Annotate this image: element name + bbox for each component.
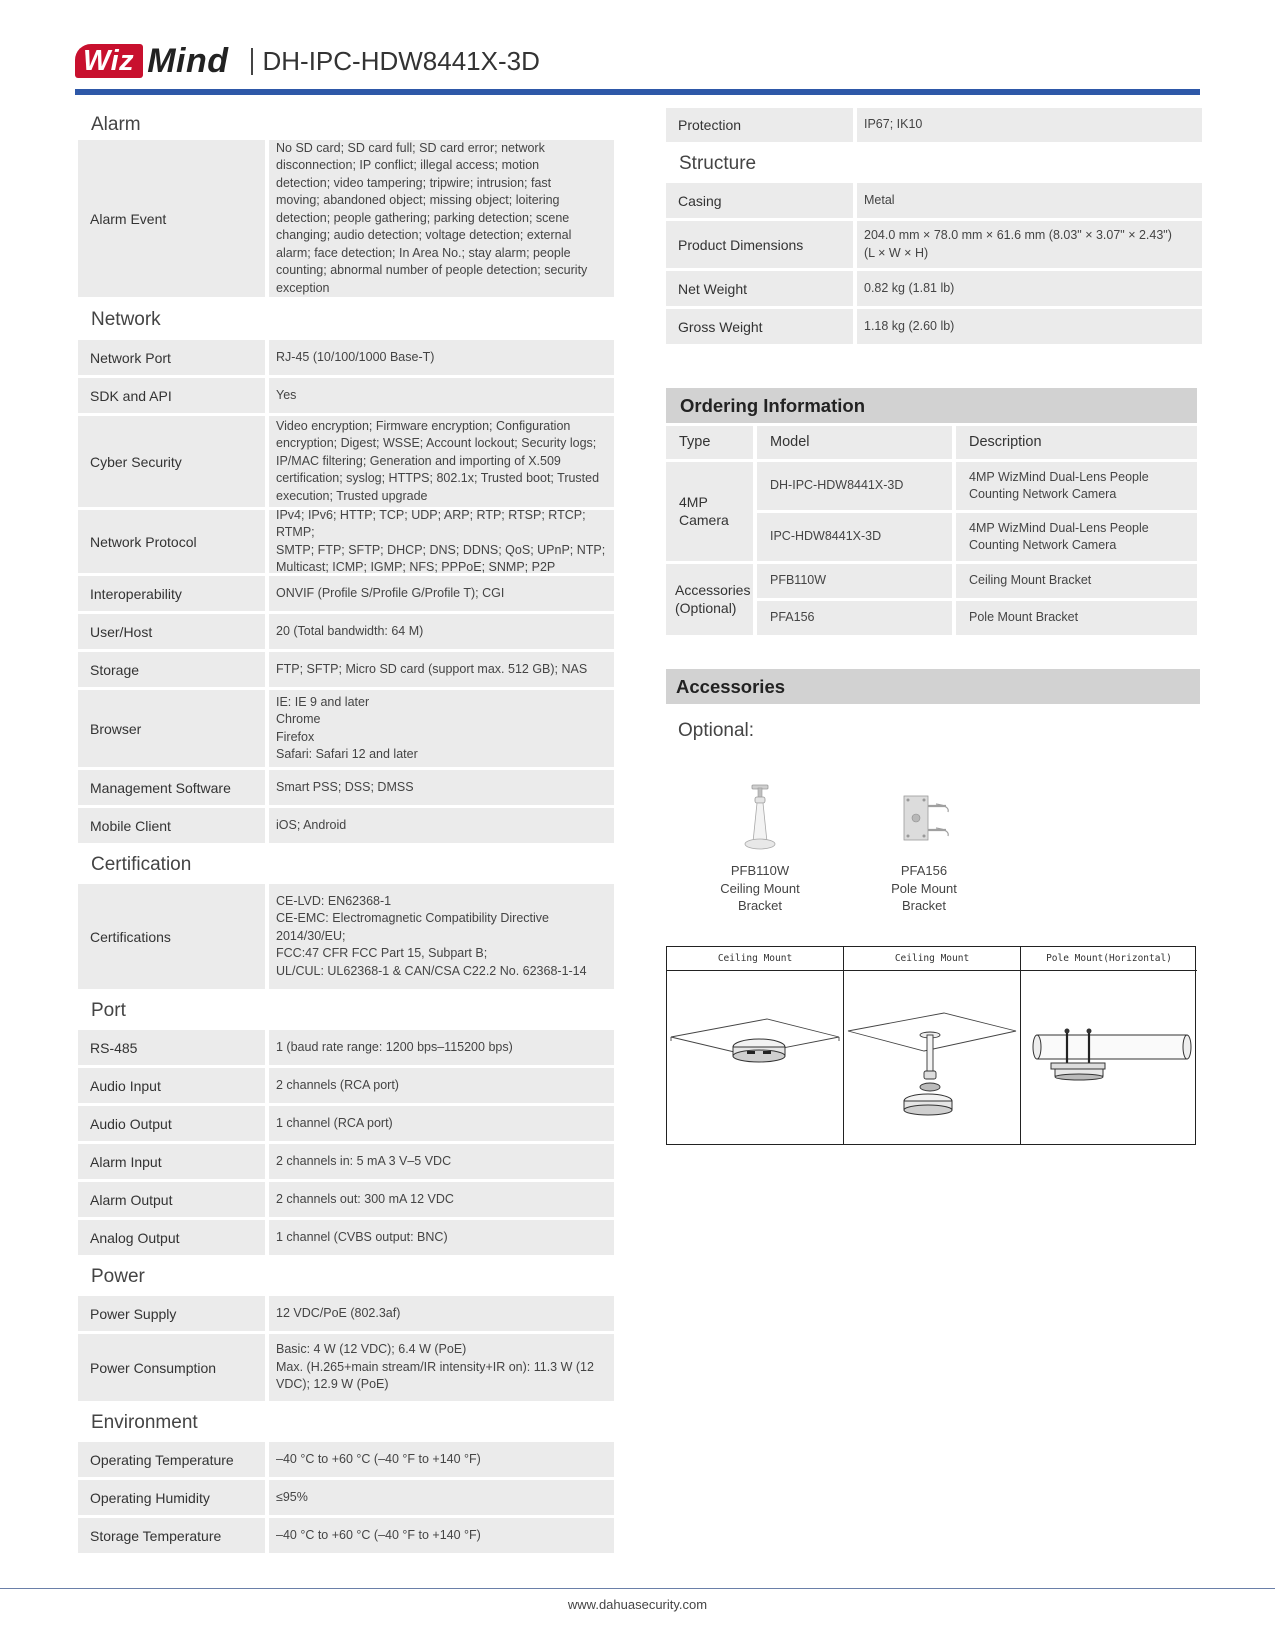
spec-row-operating-temperature	[78, 1442, 614, 1477]
spec-row-browser	[78, 690, 614, 767]
spec-row-network-protocol	[78, 507, 614, 574]
spec-value: –40 °C to +60 °C (–40 °F to +140 °F)	[269, 1442, 614, 1477]
spec-value: Smart PSS; DSS; DMSS	[269, 770, 614, 805]
diagram-header: Ceiling Mount	[667, 947, 843, 971]
section-title-alarm: Alarm	[91, 114, 141, 135]
ordering-header-description: Description	[956, 426, 1197, 459]
spec-row-alarm-input	[78, 1144, 614, 1179]
spec-column-right	[666, 108, 1202, 1146]
diagram-header: Pole Mount(Horizontal)	[1021, 947, 1197, 971]
spec-label: User/Host	[78, 614, 265, 649]
wizmind-logo	[75, 41, 229, 81]
spec-label: Audio Output	[78, 1106, 265, 1141]
spec-value: iOS; Android	[269, 808, 614, 843]
logo-wiz-text: Wiz	[75, 44, 143, 78]
section-title-network: Network	[91, 309, 161, 330]
ordering-information-heading: Ordering Information	[666, 388, 1197, 423]
spec-value: 2 channels (RCA port)	[269, 1068, 614, 1103]
spec-row-storage	[78, 652, 614, 687]
spec-value: 2 channels in: 5 mA 3 V–5 VDC	[269, 1144, 614, 1179]
spec-label: Net Weight	[666, 271, 853, 306]
spec-value: Yes	[269, 378, 614, 413]
spec-row-net-weight	[666, 271, 1202, 306]
spec-label: Alarm Event	[78, 140, 265, 297]
spec-value: 1 (baud rate range: 1200 bps–115200 bps)	[269, 1030, 614, 1065]
ceiling-mount-diagram-icon	[667, 971, 843, 1141]
spec-row-interoperability	[78, 576, 614, 611]
spec-value: Video encryption; Firmware encryption; Configuration encryption; Digest; WSSE; Account lockout; Security logs; IP/MAC filtering; Generation and importing of X.509 certification; syslog; HTTPS; 802.1x; Trusted boot; Trusted execution; Trusted upgrade	[269, 416, 614, 507]
ordering-model: PFA156	[757, 601, 952, 635]
spec-label: Product Dimensions	[666, 221, 853, 268]
section-title-structure: Structure	[679, 153, 757, 174]
accessory-pfa156: PFA156 Pole Mount Bracket	[884, 782, 964, 915]
accessories-optional-label: Optional:	[678, 720, 755, 741]
ordering-type-camera: 4MP Camera	[666, 462, 753, 561]
spec-value: 20 (Total bandwidth: 64 M)	[269, 614, 614, 649]
spec-row-casing	[666, 183, 1202, 218]
spec-label: Mobile Client	[78, 808, 265, 843]
installation-diagram	[666, 946, 1196, 1145]
spec-value: ONVIF (Profile S/Profile G/Profile T); CGI	[269, 576, 614, 611]
accessory-pfb110w: PFB110W Ceiling Mount Bracket	[710, 782, 810, 915]
spec-value: 12 VDC/PoE (802.3af)	[269, 1296, 614, 1331]
model-title	[251, 46, 540, 77]
spec-value: Metal	[857, 183, 1202, 218]
installation-diagram-wrapper	[666, 946, 1202, 1146]
footer-rule	[0, 1588, 1275, 1589]
section-title-power: Power	[91, 1266, 145, 1287]
spec-label: Gross Weight	[666, 309, 853, 344]
spec-label: RS-485	[78, 1030, 265, 1065]
section-title-certification: Certification	[91, 854, 192, 875]
spec-row-sdk-api	[78, 378, 614, 413]
spec-label: Interoperability	[78, 576, 265, 611]
ordering-description: 4MP WizMind Dual-Lens People Counting Network Camera	[956, 462, 1197, 510]
model-number: DH-IPC-HDW8441X-3D	[262, 45, 540, 76]
spec-row-mobile-client	[78, 808, 614, 843]
diagram-pole-mount-horizontal	[1021, 947, 1197, 1144]
spec-row-cyber-security	[78, 416, 614, 507]
spec-label: Alarm Input	[78, 1144, 265, 1179]
spec-value: 204.0 mm × 78.0 mm × 61.6 mm (8.03" × 3.07" × 2.43") (L × W × H)	[857, 221, 1202, 268]
section-title-port: Port	[91, 1000, 126, 1021]
spec-label: Management Software	[78, 770, 265, 805]
spec-value: Basic: 4 W (12 VDC); 6.4 W (PoE) Max. (H.265+main stream/IR intensity+IR on): 11.3 W (12 VDC); 12.9 W (PoE)	[269, 1334, 614, 1401]
spec-value: 1.18 kg (2.60 lb)	[857, 309, 1202, 344]
spec-row-user-host	[78, 614, 614, 649]
logo-mind-text: Mind	[147, 42, 229, 80]
spec-label: Storage	[78, 652, 265, 687]
spec-row-product-dimensions	[666, 221, 1202, 268]
spec-row-audio-output	[78, 1106, 614, 1141]
spec-value: 0.82 kg (1.81 lb)	[857, 271, 1202, 306]
diagram-ceiling-mount	[667, 947, 844, 1144]
section-title-environment: Environment	[91, 1412, 198, 1433]
spec-value: 1 channel (CVBS output: BNC)	[269, 1220, 614, 1255]
spec-column-left	[78, 110, 614, 1556]
spec-row-certifications	[78, 884, 614, 989]
spec-row-analog-output	[78, 1220, 614, 1255]
ordering-description: Ceiling Mount Bracket	[956, 564, 1197, 598]
ordering-model: PFB110W	[757, 564, 952, 598]
spec-label: Alarm Output	[78, 1182, 265, 1217]
spec-row-operating-humidity	[78, 1480, 614, 1515]
spec-row-network-port	[78, 340, 614, 375]
spec-label: Operating Temperature	[78, 1442, 265, 1477]
spec-value: IE: IE 9 and later Chrome Firefox Safari: Safari 12 and later	[269, 690, 614, 767]
pole-mount-diagram-icon	[1021, 971, 1197, 1141]
header-rule	[75, 89, 1200, 95]
spec-row-protection	[666, 108, 1202, 142]
spec-label: Audio Input	[78, 1068, 265, 1103]
spec-label: Protection	[666, 108, 853, 142]
spec-value: CE-LVD: EN62368-1 CE-EMC: Electromagnetic Compatibility Directive 2014/30/EU; FCC:47 CFR FCC Part 15, Subpart B; UL/CUL: UL62368-1 & CAN/CSA C22.2 No. 62368-1-14	[269, 884, 614, 989]
spec-row-gross-weight	[666, 309, 1202, 344]
spec-label: Power Consumption	[78, 1334, 265, 1401]
spec-row-power-supply	[78, 1296, 614, 1331]
spec-row-management-software	[78, 770, 614, 805]
spec-row-power-consumption	[78, 1334, 614, 1401]
spec-row-alarm-event	[78, 140, 614, 297]
footer-url: www.dahuasecurity.com	[567, 1597, 708, 1612]
spec-value: FTP; SFTP; Micro SD card (support max. 512 GB); NAS	[269, 652, 614, 687]
spec-label: Cyber Security	[78, 416, 265, 507]
spec-row-rs485	[78, 1030, 614, 1065]
spec-label: Network Protocol	[78, 510, 265, 573]
spec-row-audio-input	[78, 1068, 614, 1103]
title-separator	[251, 48, 253, 75]
spec-label: Casing	[666, 183, 853, 218]
spec-row-storage-temperature	[78, 1518, 614, 1553]
ordering-type-accessories: Accessories (Optional)	[666, 564, 753, 635]
spec-label: Operating Humidity	[78, 1480, 265, 1515]
spec-value: IP67; IK10	[857, 108, 1202, 142]
spec-label: Certifications	[78, 884, 265, 989]
ordering-model: DH-IPC-HDW8441X-3D	[757, 462, 952, 510]
accessories-heading: Accessories	[666, 669, 1200, 704]
ordering-header-model: Model	[757, 426, 952, 459]
spec-label: Browser	[78, 690, 265, 767]
spec-value: 2 channels out: 300 mA 12 VDC	[269, 1182, 614, 1217]
spec-label: Storage Temperature	[78, 1518, 265, 1553]
page-header	[75, 40, 540, 82]
accessory-list	[666, 742, 1202, 942]
ordering-description: 4MP WizMind Dual-Lens People Counting Network Camera	[956, 513, 1197, 561]
spec-label: SDK and API	[78, 378, 265, 413]
spec-label: Analog Output	[78, 1220, 265, 1255]
spec-value: IPv4; IPv6; HTTP; TCP; UDP; ARP; RTP; RTSP; RTCP; RTMP; SMTP; FTP; SFTP; DHCP; DNS; DDNS; QoS; UPnP; NTP; Multicast; ICMP; IGMP; NFS; PPPoE; SNMP; P2P	[269, 510, 614, 573]
ordering-model: IPC-HDW8441X-3D	[757, 513, 952, 561]
ordering-description: Pole Mount Bracket	[956, 601, 1197, 635]
spec-label: Power Supply	[78, 1296, 265, 1331]
spec-value: ≤95%	[269, 1480, 614, 1515]
spec-value: 1 channel (RCA port)	[269, 1106, 614, 1141]
spec-label: Network Port	[78, 340, 265, 375]
spec-value: RJ-45 (10/100/1000 Base-T)	[269, 340, 614, 375]
ordering-header-type: Type	[666, 426, 753, 459]
ceiling-bracket-icon	[740, 782, 780, 854]
spec-row-alarm-output	[78, 1182, 614, 1217]
ordering-table	[666, 426, 1197, 635]
spec-value: No SD card; SD card full; SD card error; network disconnection; IP conflict; illegal access; motion detection; video tampering; tripwire; intrusion; fast moving; abandoned object; missing object; loitering detection; people gathering; parking detection; scene changing; audio detection; voltage detection; external alarm; face detection; In Area No.; stay alarm; people counting; abnormal number of people detection; security exception	[269, 140, 614, 297]
diagram-ceiling-mount-bracket	[844, 947, 1021, 1144]
pole-bracket-icon	[896, 782, 952, 854]
spec-value: –40 °C to +60 °C (–40 °F to +140 °F)	[269, 1518, 614, 1553]
diagram-header: Ceiling Mount	[844, 947, 1020, 971]
ceiling-bracket-diagram-icon	[844, 971, 1020, 1141]
